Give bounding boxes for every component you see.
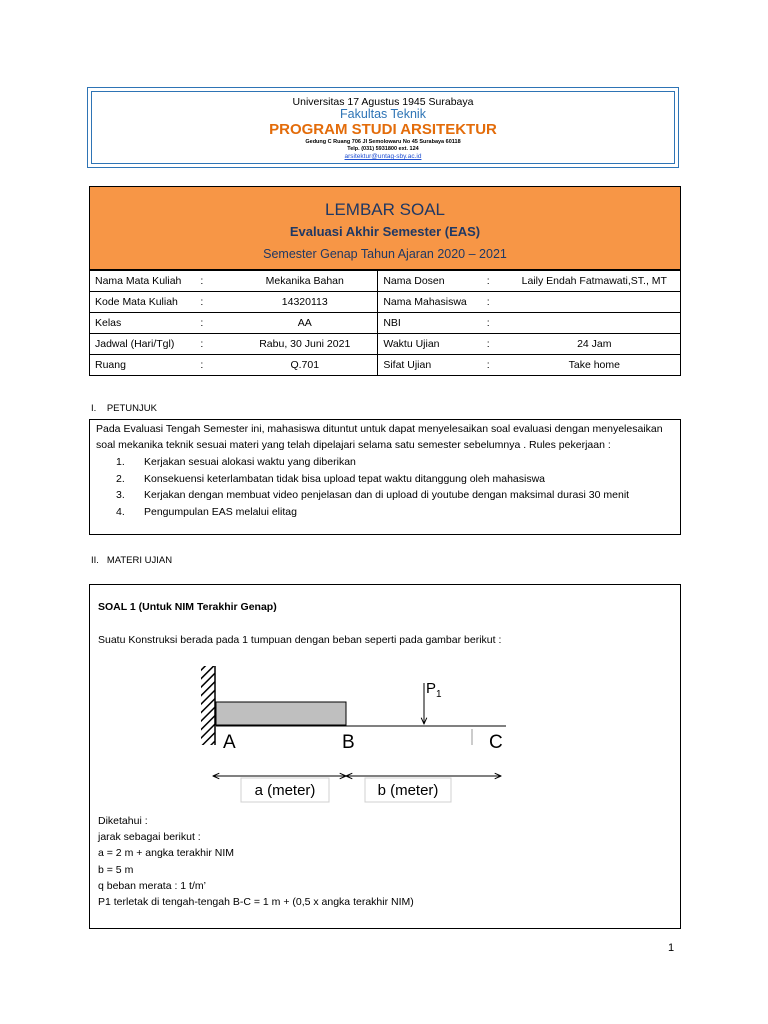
info-value: 24 Jam xyxy=(509,334,681,355)
question-box xyxy=(89,584,681,929)
info-sep: : xyxy=(195,292,232,313)
load-subscript: 1 xyxy=(436,689,442,700)
course-info-table xyxy=(89,270,681,376)
document-title: LEMBAR SOAL xyxy=(325,200,445,219)
info-value: Q.701 xyxy=(232,355,378,376)
faculty-name: Fakultas Teknik xyxy=(340,107,426,121)
given-line: b = 5 m xyxy=(98,863,134,876)
list-text: Konsekuensi keterlambatan tidak bisa upload tepat waktu ditanggung oleh mahasiswa xyxy=(144,472,546,485)
title-box xyxy=(89,186,681,270)
list-number: 2. xyxy=(116,472,125,485)
address: Gedung C Ruang 706 Jl Semolowaru No 45 Surabaya 60118 xyxy=(305,139,461,145)
info-label: Nama Mahasiswa xyxy=(378,292,482,313)
info-sep: : xyxy=(482,355,509,376)
given-line: q beban merata : 1 t/m’ xyxy=(98,879,206,892)
dimension-b-label: b (meter) xyxy=(377,782,439,799)
table-row xyxy=(90,334,681,355)
info-label: Jadwal (Hari/Tgl) xyxy=(90,334,196,355)
university-name: Universitas 17 Agustus 1945 Surabaya xyxy=(292,96,474,108)
given-line: Diketahui : xyxy=(98,815,148,827)
letterhead xyxy=(87,87,679,168)
program-name: PROGRAM STUDI ARSITEKTUR xyxy=(269,121,497,138)
semester-text: Semester Genap Tahun Ajaran 2020 – 2021 xyxy=(263,247,507,261)
info-value: Laily Endah Fatmawati,ST., MT xyxy=(509,271,681,292)
question-intro: Suatu Konstruksi berada pada 1 tumpuan dengan beban seperti pada gambar berikut : xyxy=(98,634,502,646)
rules-list xyxy=(90,454,629,520)
info-label: Sifat Ujian xyxy=(378,355,482,376)
info-label: Kode Mata Kuliah xyxy=(90,292,196,313)
info-value: Rabu, 30 Juni 2021 xyxy=(232,334,378,355)
point-b-label: B xyxy=(342,732,355,753)
info-label: Nama Dosen xyxy=(378,271,482,292)
load-symbol: P xyxy=(426,680,437,697)
info-sep: : xyxy=(195,355,232,376)
info-label: Kelas xyxy=(90,313,196,334)
instructions-paragraph: Pada Evaluasi Tengah Semester ini, mahasiswa dituntut untuk dapat menyelesaikan soal evaluasi dengan menyelesaikan soal mekanika teknik sesuai materi yang telah dipelajari selama satu semester sebelumnya . Rules pekerjaan : xyxy=(96,423,663,451)
info-sep: : xyxy=(482,313,509,334)
given-line: P1 terletak di tengah-tengah B-C = 1 m + (0,5 x angka terakhir NIM) xyxy=(98,896,414,909)
load-label xyxy=(426,680,442,700)
table-row xyxy=(90,271,681,292)
info-label: Ruang xyxy=(90,355,196,376)
dimension-a-label: a (meter) xyxy=(254,782,316,799)
info-value: Take home xyxy=(509,355,681,376)
list-number: 4. xyxy=(116,505,125,518)
section-heading-materi: II. MATERI UJIAN xyxy=(91,555,173,566)
list-number: 3. xyxy=(116,489,125,501)
info-label: NBI xyxy=(378,313,482,334)
list-item xyxy=(90,487,629,504)
info-sep: : xyxy=(482,271,509,292)
table-row xyxy=(90,355,681,376)
info-label: Nama Mata Kuliah xyxy=(90,271,196,292)
email-link[interactable]: arsitektur@untag-sby.ac.id xyxy=(344,153,422,160)
info-sep: : xyxy=(195,271,232,292)
page-number: 1 xyxy=(668,942,675,954)
info-sep: : xyxy=(195,313,232,334)
distributed-load-block xyxy=(216,702,346,725)
table-row xyxy=(90,292,681,313)
info-sep: : xyxy=(482,334,509,355)
given-line: jarak sebagai berikut : xyxy=(98,831,201,844)
question-title: SOAL 1 (Untuk NIM Terakhir Genap) xyxy=(98,601,277,613)
table-row xyxy=(90,313,681,334)
section-heading-petunjuk: I. PETUNJUK xyxy=(91,403,157,414)
point-c-label: C xyxy=(489,732,503,753)
list-item xyxy=(90,504,629,521)
list-text: Kerjakan sesuai alokasi waktu yang diberikan xyxy=(144,456,356,468)
info-value: Mekanika Bahan xyxy=(232,271,378,292)
list-item xyxy=(90,471,629,488)
given-data xyxy=(98,813,414,910)
nbi-field[interactable] xyxy=(509,313,681,334)
instructions-box xyxy=(89,419,681,535)
list-text: Kerjakan dengan membuat video penjelasan dan di upload di youtube dengan maksimal durasi 30 menit xyxy=(144,489,630,501)
beam-diagram xyxy=(90,585,680,815)
info-sep: : xyxy=(195,334,232,355)
fixed-support xyxy=(201,666,215,745)
list-text: Pengumpulan EAS melalui elitag xyxy=(144,505,297,518)
info-sep: : xyxy=(482,292,509,313)
info-value: AA xyxy=(232,313,378,334)
list-item xyxy=(90,454,629,471)
phone: Telp. (031) 5931800 ext. 124 xyxy=(347,146,419,152)
exam-subtitle: Evaluasi Akhir Semester (EAS) xyxy=(289,224,481,239)
info-value: 14320113 xyxy=(232,292,378,313)
student-name-field[interactable] xyxy=(509,292,681,313)
letterhead-inner xyxy=(91,91,675,164)
point-a-label: A xyxy=(223,732,236,753)
list-number: 1. xyxy=(116,456,125,468)
given-line: a = 2 m + angka terakhir NIM xyxy=(98,847,234,860)
info-label: Waktu Ujian xyxy=(378,334,482,355)
question-box-bottom-border xyxy=(89,928,681,929)
